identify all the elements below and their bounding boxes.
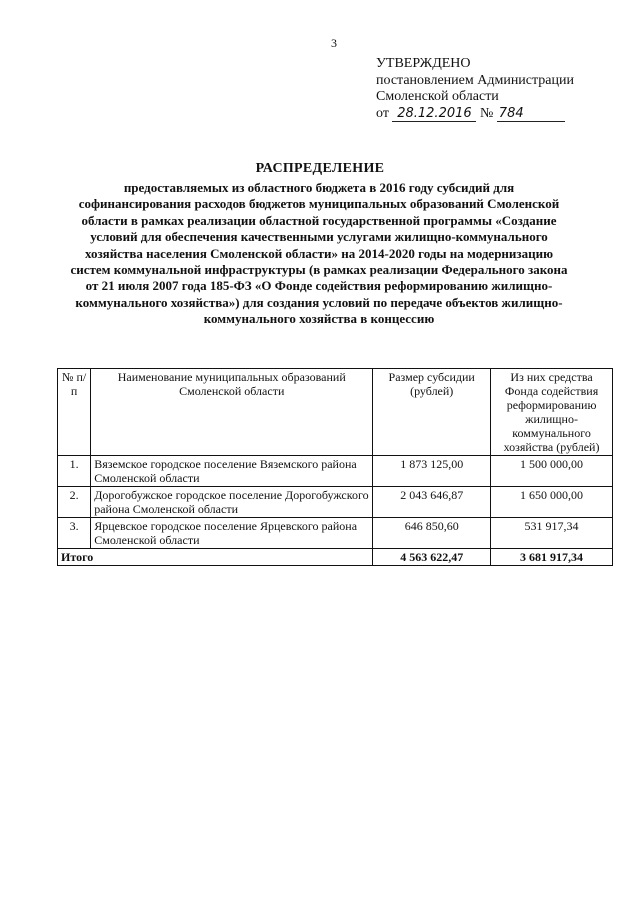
page-number: 3 xyxy=(331,36,337,50)
approval-date-number-line xyxy=(376,106,626,123)
row-subsidy: 1 873 125,00 xyxy=(373,456,491,487)
table-row xyxy=(58,487,613,518)
approval-handwritten-number: 784 xyxy=(497,107,565,122)
row-subsidy: 2 043 646,87 xyxy=(373,487,491,518)
approval-region: Смоленской области xyxy=(376,89,499,104)
row-fund: 531 917,34 xyxy=(491,518,613,549)
approval-heading: УТВЕРЖДЕНО xyxy=(376,56,471,71)
approval-from-label: от xyxy=(376,105,389,121)
table-header-row xyxy=(58,369,613,456)
distribution-table xyxy=(57,368,613,566)
total-subsidy: 4 563 622,47 xyxy=(373,549,491,566)
table-row xyxy=(58,456,613,487)
row-subsidy: 646 850,60 xyxy=(373,518,491,549)
row-fund: 1 500 000,00 xyxy=(491,456,613,487)
row-number: 2. xyxy=(58,487,91,518)
document-subtitle: предоставляемых из областного бюджета в 2016 году субсидий для софинансирования расходов бюджетов муниципальных образований Смоленской области в рамках реализации областной государственной программы «Создание условий для обеспечения качественными услугами жилищно-коммунального хозяйства населения Смоленской области» на 2014-2020 годы на модернизацию систем коммунальной инфраструктуры (в рамках реализации Федерального закона от 21 июля 2007 года 185-ФЗ «О Фонде содействия реформированию жилищно-коммунального хозяйства») для создания условий по передаче объектов жилищно-коммунального хозяйства в концессию xyxy=(70,180,568,327)
document-title: РАСПРЕДЕЛЕНИЕ xyxy=(255,161,385,176)
row-municipality: Ярцевское городское поселение Ярцевского района Смоленской области xyxy=(91,518,373,549)
header-fund: Из них средства Фонда содействия реформированию жилищно-коммунального хозяйства (рублей) xyxy=(491,369,613,456)
row-number: 1. xyxy=(58,456,91,487)
approval-block xyxy=(376,56,626,122)
header-number: № п/п xyxy=(58,369,91,456)
header-subsidy: Размер субсидии (рублей) xyxy=(373,369,491,456)
approval-handwritten-date: 28.12.2016 xyxy=(392,107,476,122)
table-row xyxy=(58,518,613,549)
row-municipality: Вяземское городское поселение Вяземского района Смоленской области xyxy=(91,456,373,487)
table-total-row xyxy=(58,549,613,566)
approval-number-label: № xyxy=(479,105,494,121)
row-fund: 1 650 000,00 xyxy=(491,487,613,518)
total-label: Итого xyxy=(58,549,373,566)
header-municipality: Наименование муниципальных образований Смоленской области xyxy=(91,369,373,456)
total-fund: 3 681 917,34 xyxy=(491,549,613,566)
row-number: 3. xyxy=(58,518,91,549)
approval-authority: постановлением Администрации xyxy=(376,72,574,88)
row-municipality: Дорогобужское городское поселение Дорогобужского района Смоленской области xyxy=(91,487,373,518)
